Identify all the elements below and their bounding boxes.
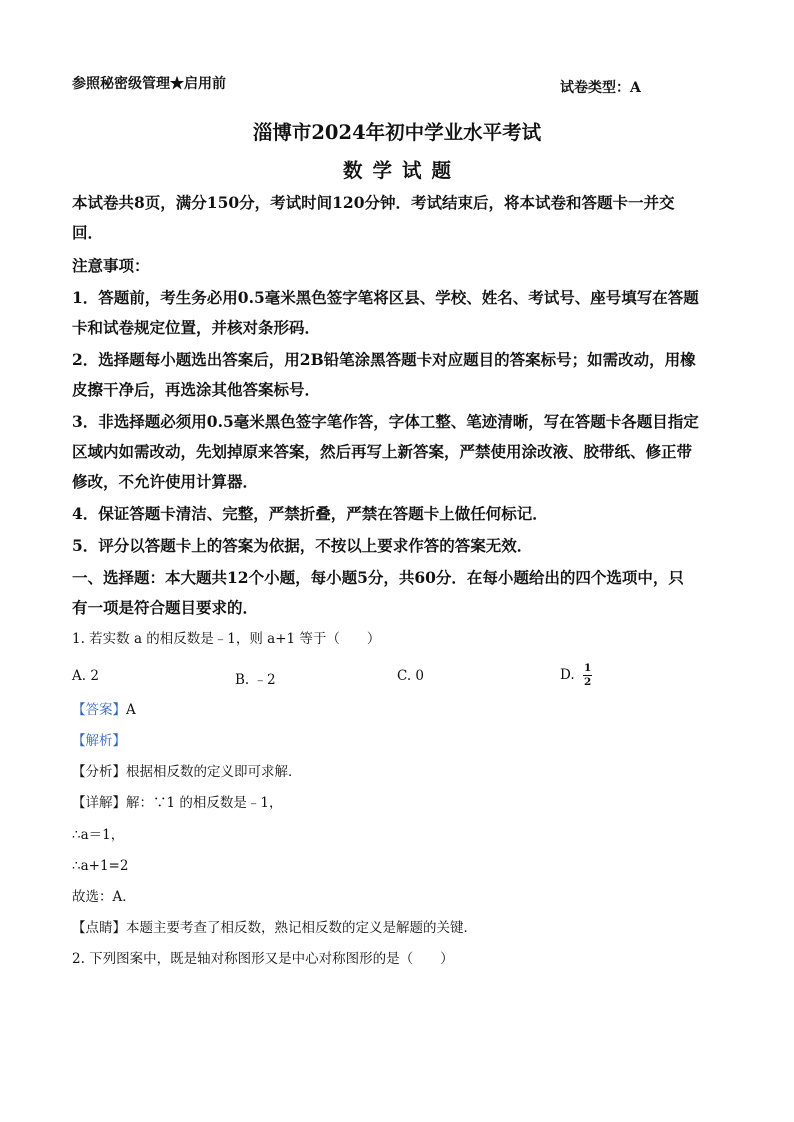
q1-step-1: ∴a＝1， (72, 827, 125, 843)
q1-xiangjie (72, 797, 282, 811)
note-3-line-3: 修改，不允许使用计算器． (72, 472, 259, 491)
fraction-numerator: 1 (583, 662, 592, 674)
analysis-tag: 【解析】 (72, 733, 126, 749)
note-3-line-2: 区域内如需改动，先划掉原来答案，然后再写上新答案，严禁使用涂改液、胶带纸、修正带 (72, 442, 693, 461)
section-1-line-1: 一、选择题：本大题共12个小题，每小题5分，共60分．在每小题给出的四个选项中，只 (72, 568, 684, 587)
answer-value: A (126, 702, 136, 718)
note-1-line-2: 卡和试卷规定位置，并核对条形码． (72, 318, 321, 337)
confidential-label: 参照秘密级管理★启用前 (72, 76, 226, 92)
q1-option-b: B. ﹣2 (235, 672, 276, 688)
question-2-stem: 2. 下列图案中，既是轴对称图形又是中心对称图形的是（ ） (72, 951, 454, 967)
dianjing-text: 本题主要考查了相反数，熟记相反数的定义是解题的关键． (126, 920, 477, 936)
q1-option-d-label: D. (560, 667, 575, 683)
q1-fenxi (72, 766, 302, 780)
fenxi-text: 根据相反数的定义即可求解． (126, 764, 302, 780)
note-3-line-1: 3．非选择题必须用0.5毫米黑色签字笔作答，字体工整、笔迹清晰，写在答题卡各题目指定 (72, 412, 699, 431)
note-1-line-1: 1．答题前，考生务必用0.5毫米黑色签字笔将区县、学校、姓名、考试号、座号填写在答题 (72, 288, 699, 307)
question-1-stem: 1. 若实数 a 的相反数是﹣1，则 a+1 等于（ ） (72, 631, 381, 647)
intro-line-2: 回． (72, 223, 104, 242)
note-2-line-1: 2．选择题每小题选出答案后，用2B铅笔涂黑答题卡对应题目的答案标号；如需改动，用橡 (72, 350, 696, 369)
xiangjie-text: 解：∵1 的相反数是﹣1， (126, 795, 283, 811)
dianjing-tag: 【点睛】 (72, 920, 126, 936)
fenxi-tag: 【分析】 (72, 764, 126, 780)
answer-tag: 【答案】 (72, 702, 126, 718)
exam-title: 淄博市2024年初中学业水平考试 (252, 121, 542, 144)
paper-type-label: 试卷类型：A (560, 80, 641, 96)
q1-option-d (560, 663, 592, 687)
q1-option-a: A. 2 (72, 668, 99, 684)
q1-analysis (72, 735, 126, 749)
note-5: 5．评分以答题卡上的答案为依据，不按以上要求作答的答案无效． (72, 536, 533, 555)
xiangjie-tag: 【详解】 (72, 795, 126, 811)
q1-conclusion: 故选：A． (72, 889, 136, 905)
note-2-line-2: 皮擦干净后，再选涂其他答案标号． (72, 380, 321, 399)
exam-subject-title: 数学试题 (342, 159, 461, 182)
notes-heading: 注意事项： (72, 256, 150, 275)
section-1-line-2: 有一项是符合题目要求的． (72, 598, 259, 617)
q1-answer (72, 704, 136, 718)
note-4: 4．保证答题卡清洁、完整，严禁折叠，严禁在答题卡上做任何标记． (72, 504, 548, 523)
intro-line-1: 本试卷共8页，满分150分，考试时间120分钟．考试结束后，将本试卷和答题卡一并交 (72, 193, 675, 212)
q1-option-c: C. 0 (397, 668, 425, 684)
fraction-denominator: 2 (583, 675, 592, 688)
q1-dianjing (72, 922, 477, 936)
q1-option-d-fraction (583, 663, 592, 687)
q1-step-2: ∴a+1=2 (72, 858, 129, 874)
